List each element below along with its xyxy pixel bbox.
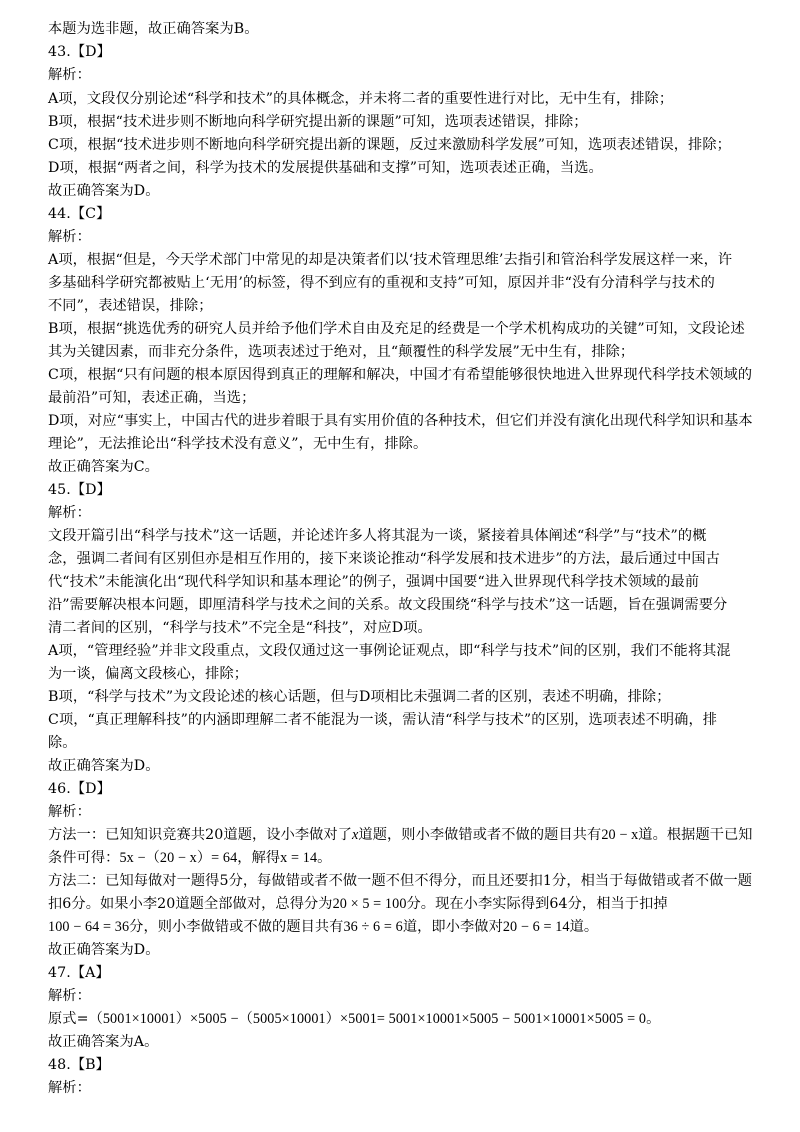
text-line: C项，根据“技术进步则不断地向科学研究提出新的课题，反过来激励科学发展”可知，选项表述错误，排除； [48, 137, 731, 153]
text-line: 清二者间的区别，“科学与技术”不完全是“科技”，对应D项。 [48, 620, 432, 636]
math-equation: 5x −（20 − x）= 64 [119, 850, 238, 866]
analysis-label: 解析： [48, 1080, 91, 1096]
math-formula: （5001×10001）×5005 −（5005×10001）×5001= 5001×10001×5005 − 5001×10001×5005 = 0 [88, 1011, 647, 1027]
question-header: 46.【D】 [48, 781, 111, 797]
answer-line: 故正确答案为D。 [48, 183, 160, 199]
text-segment: 扣6分。如果小李20道题全部做对，总得分为 [48, 896, 333, 912]
text-line: 文段开篇引出“科学与技术”这一话题，并论述许多人将其混为一谈，紧接着具体阐述“科学”与“技术”的概 [48, 528, 707, 544]
text-segment: 原式= [48, 1011, 89, 1027]
text-line: 本题为选非题，故正确答案为B。 [48, 21, 259, 37]
math-variable: x [352, 827, 359, 843]
text-segment: 道，即小李做对 [402, 919, 503, 935]
method-two-line [48, 916, 760, 939]
text-line: 理论”，无法推论出“科学技术没有意义”，无中生有，排除。 [48, 436, 428, 452]
text-line: B项，“科学与技术”为文段论述的核心话题，但与D项相比未强调二者的区别，表述不明确，排除； [48, 689, 671, 705]
text-line: A项，文段仅分别论述“科学和技术”的具体概念，并未将二者的重要性进行对比，无中生有，排除； [48, 91, 674, 107]
text-line: D项，对应“事实上，中国古代的进步着眼于具有实用价值的各种技术，但它们并没有演化出现代科学知识和基本 [48, 413, 753, 429]
text-line: 最前沿”可知，表述正确，当选； [48, 390, 256, 406]
analysis-label: 解析： [48, 67, 91, 83]
text-line: 沿”需要解决根本问题，即厘清科学与技术之间的关系。故文段围绕“科学与技术”这一话题，旨在强调需要分 [48, 597, 728, 613]
math-expression: 20 − 6 = 14 [502, 919, 570, 935]
method-two-line: 方法二：已知每做对一题得5分，每做错或者不做一题不但不得分，而且还要扣1分，相当于每做错或者不做一题 [48, 873, 753, 889]
text-segment: 道。根据题干已知 [638, 827, 753, 843]
text-line: A项，根据“但是，今天学术部门中常见的却是决策者们以‘技术管理思维’去指引和管治科学发展这样一来，许 [48, 252, 733, 268]
text-line: 多基础科学研究都被贴上‘无用’的标签，得不到应有的重视和支持”可知，原因并非“没有分清科学与技术的 [48, 275, 715, 291]
math-expression: 100 − 64 = 36 [48, 919, 130, 935]
text-segment: 条件可得： [48, 850, 120, 866]
math-expression: 20 − x [601, 827, 639, 843]
text-line: 为一谈，偏离文段核心，排除； [48, 666, 249, 682]
text-line: 念，强调二者间有区别但亦是相互作用的，接下来谈论推动“科学发展和技术进步”的方法，最后通过中国古 [48, 551, 720, 567]
method-two-line [48, 893, 760, 916]
method-one-line [48, 824, 760, 847]
math-expression: 36 ÷ 6 = 6 [343, 919, 403, 935]
text-segment: 道。 [569, 919, 599, 935]
analysis-label: 解析： [48, 988, 91, 1004]
text-line: C项，根据“只有问题的根本原因得到真正的理解和解决，中国才有希望能够很快地进入世界现代科学技术领域的 [48, 367, 753, 383]
answer-line: 故正确答案为C。 [48, 459, 159, 475]
text-segment: 分。现在小李实际得到64分，相当于扣掉 [406, 896, 668, 912]
question-header: 45.【D】 [48, 482, 111, 498]
answer-line: 故正确答案为D。 [48, 942, 160, 958]
text-line: 其为关键因素，而非充分条件，选项表述过于绝对，且“颠覆性的科学发展”无中生有，排除； [48, 344, 635, 360]
text-segment: 分，则小李做错或不做的题目共有 [129, 919, 344, 935]
text-line: C项，“真正理解科技”的内涵即理解二者不能混为一谈，需认清“科学与技术”的区别，选项表述不明确，排 [48, 712, 718, 728]
math-solution: x = 14 [280, 850, 318, 866]
text-segment: 方法一：已知知识竞赛共20道题，设小李做对了 [48, 827, 353, 843]
text-segment: 。 [646, 1011, 661, 1027]
answer-line: 故正确答案为A。 [48, 1034, 159, 1050]
analysis-label: 解析： [48, 229, 91, 245]
text-segment: 。 [317, 850, 332, 866]
text-line: A项，“管理经验”并非文段重点，文段仅通过这一事例论证观点，即“科学与技术”间的区别，我们不能将其混 [48, 643, 731, 659]
text-segment: ，解得 [237, 850, 281, 866]
text-line: 代“技术”未能演化出“现代科学知识和基本理论”的例子，强调中国要“进入世界现代科学技术领域的最前 [48, 574, 700, 590]
text-line: 除。 [48, 735, 77, 751]
answer-line: 故正确答案为D。 [48, 758, 160, 774]
text-line: B项，根据“技术进步则不断地向科学研究提出新的课题”可知，选项表述错误，排除； [48, 114, 588, 130]
question-header: 43.【D】 [48, 44, 111, 60]
analysis-label: 解析： [48, 804, 91, 820]
text-line: 不同”，表述错误，排除； [48, 298, 213, 314]
question-header: 44.【C】 [48, 206, 111, 222]
analysis-label: 解析： [48, 505, 91, 521]
math-expression: 20 × 5 = 100 [332, 896, 407, 912]
text-line: B项，根据“挑选优秀的研究人员并给予他们学术自由及充足的经费是一个学术机构成功的关键”可知，文段论述 [48, 321, 745, 337]
text-segment: 道题，则小李做错或者不做的题目共有 [358, 827, 602, 843]
question-header: 48.【B】 [48, 1057, 110, 1073]
method-one-line [48, 847, 760, 870]
text-line: D项，根据“两者之间，科学为技术的发展提供基础和支撑”可知，选项表述正确，当选。 [48, 160, 603, 176]
question-header: 47.【A】 [48, 965, 110, 981]
formula-line [48, 1008, 760, 1031]
